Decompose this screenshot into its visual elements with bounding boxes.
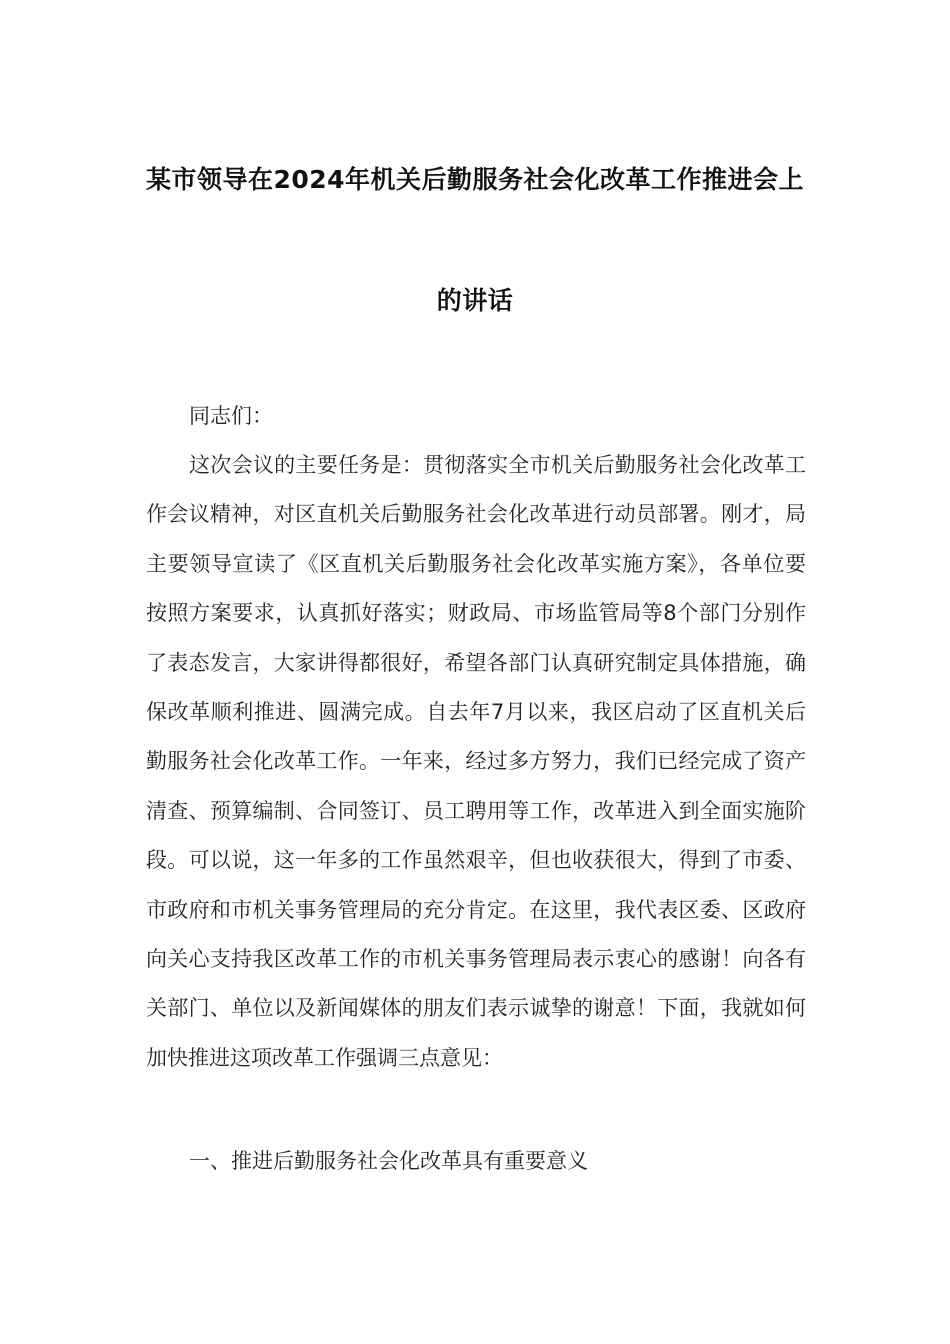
document-title-line-1: 某市领导在2024年机关后勤服务社会化改革工作推进会上 bbox=[145, 165, 805, 194]
document-title-line-2: 的讲话 bbox=[436, 286, 514, 315]
salutation: 同志们： bbox=[189, 404, 273, 428]
section-heading-1: 一、推进后勤服务社会化改革具有重要意义 bbox=[189, 1149, 588, 1173]
opening-paragraph: 这次会议的主要任务是：贯彻落实全市机关后勤服务社会化改革工作会议精神，对区直机关后勤服务社会化改革进行动员部署。刚才，局主要领导宣读了《区直机关后勤服务社会化改革实施方案》，各单位要按照方案要求，认真抓好落实；财政局、市场监管局等8个部门分别作了表态发言，大家讲得都很好，希望各部门认真研究制定具体措施，确保改革顺利推进、圆满完成。自去年7月以来，我区启动了区直机关后勤服务社会化改革工作。一年来，经过多方努力，我们已经完成了资产清查、预算编制、合同签订、员工聘用等工作，改革进入到全面实施阶段。可以说，这一年多的工作虽然艰辛，但也收获很大，得到了市委、市政府和市机关事务管理局的充分肯定。在这里，我代表区委、区政府向关心支持我区改革工作的市机关事务管理局表示衷心的感谢！向各有关部门、单位以及新闻媒体的朋友们表示诚挚的谢意！下面，我就如何加快推进这项改革工作强调三点意见： bbox=[146, 453, 806, 1070]
